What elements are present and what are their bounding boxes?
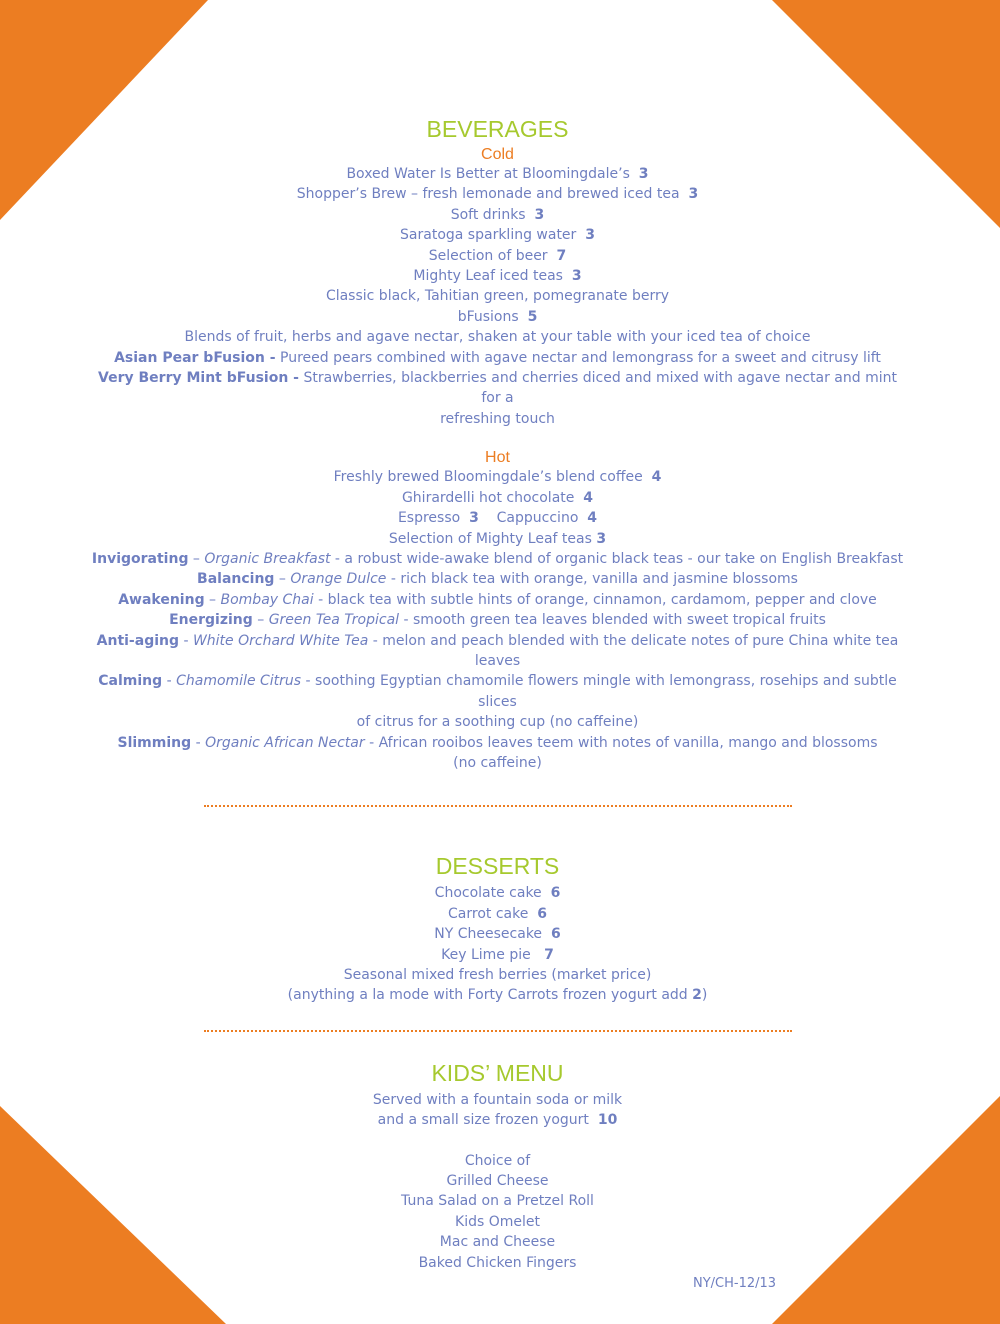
- berries-item: Seasonal mixed fresh berries (market price): [343, 967, 652, 983]
- kids-menu-line: Served with a fountain soda or milk: [372, 1091, 623, 1108]
- price: 3: [469, 510, 479, 527]
- menu-item: Espresso 3 Cappuccino 4: [397, 510, 598, 527]
- tea-item: Slimming - Organic African Nectar - African rooibos leaves teem with notes of vanilla, mango and blossoms (no caffeine): [117, 734, 878, 771]
- price: 3: [585, 227, 595, 244]
- kids-choice-label: Choice of: [464, 1152, 531, 1169]
- price: 3: [688, 186, 699, 203]
- menu-item: Chocolate cake 6: [434, 885, 561, 902]
- tea-item: Invigorating – Organic Breakfast - a robust wide-awake blend of organic black teas - our take on English Breakfast: [91, 550, 904, 567]
- price: 6: [550, 885, 561, 902]
- menu-item: Saratoga sparkling water 3: [400, 227, 595, 244]
- beverages-section: [90, 112, 905, 773]
- price: 6: [537, 905, 547, 922]
- price: 2: [692, 987, 702, 1004]
- price: 6: [550, 926, 561, 943]
- fusion-item: Very Berry Mint bFusion - Strawberries, blackberries and cherries diced and mixed with agave nectar and mint for a refreshing touch: [98, 370, 897, 427]
- cold-subtitle: Cold: [481, 146, 514, 163]
- hot-subtitle: Hot: [485, 449, 510, 467]
- menu-item: Ghirardelli hot chocolate 4: [401, 489, 594, 506]
- price: 3: [638, 166, 649, 182]
- price: 3: [571, 268, 582, 285]
- menu-item: bFusions 5: [457, 308, 538, 325]
- desserts-section: [90, 849, 905, 1005]
- a-la-mode-note: (anything a la mode with Forty Carrots frozen yogurt add 2): [287, 987, 708, 1004]
- tea-item: Anti-aging - White Orchard White Tea - melon and peach blended with the delicate notes of pure China white tea leaves: [96, 632, 899, 669]
- kids-item: Tuna Salad on a Pretzel Roll: [401, 1193, 594, 1210]
- price: 4: [651, 469, 662, 486]
- tea-item: Balancing – Orange Dulce - rich black tea with orange, vanilla and jasmine blossoms: [197, 571, 798, 588]
- kids-menu-line: and a small size frozen yogurt 10: [377, 1112, 618, 1129]
- menu-content: [90, 112, 905, 1273]
- tea-item: Energizing – Green Tea Tropical - smooth green tea leaves blended with sweet tropical fruits: [169, 612, 826, 629]
- menu-item: Shopper’s Brew – fresh lemonade and brewed iced tea 3: [296, 186, 699, 203]
- price: 7: [556, 247, 567, 264]
- beverages-title: BEVERAGES: [426, 116, 569, 142]
- price: 10: [597, 1112, 618, 1129]
- price: 3: [596, 530, 607, 547]
- tea-item: Awakening – Bombay Chai - black tea with subtle hints of orange, cinnamon, cardamom, pepper and clove: [118, 591, 877, 608]
- menu-item: Carrot cake 6: [448, 905, 547, 922]
- price: 3: [534, 206, 545, 223]
- menu-item: Soft drinks 3: [450, 206, 545, 223]
- price: 4: [587, 510, 598, 527]
- tea-item: Calming - Chamomile Citrus - soothing Egyptian chamomile flowers mingle with lemongrass, rosehips and subtle slices of citrus for a soothing cup (no caffeine): [98, 673, 897, 731]
- price: 7: [544, 946, 554, 963]
- footer-code: NY/CH-12/13: [693, 1276, 777, 1291]
- menu-item: Boxed Water Is Better at Bloomingdale’s 3: [346, 166, 649, 182]
- menu-item: Selection of Mighty Leaf teas 3: [388, 530, 607, 547]
- bfusions-description: Blends of fruit, herbs and agave nectar, shaken at your table with your iced tea of choice: [184, 329, 811, 346]
- fusion-item: Asian Pear bFusion - Pureed pears combined with agave nectar and lemongrass for a sweet and citrusy lift: [114, 349, 881, 366]
- kids-item: Kids Omelet: [455, 1213, 540, 1230]
- menu-item: Freshly brewed Bloomingdale’s blend coffee 4: [333, 469, 662, 486]
- kids-menu-title: KIDS’ MENU: [431, 1059, 564, 1086]
- iced-tea-flavors: Classic black, Tahitian green, pomegranate berry: [325, 288, 670, 305]
- menu-item: Selection of beer 7: [428, 247, 567, 264]
- menu-item: Key Lime pie 7: [441, 946, 554, 963]
- menu-item: Mighty Leaf iced teas 3: [413, 268, 582, 285]
- menu-item: NY Cheesecake 6: [434, 926, 561, 943]
- price: 4: [583, 489, 594, 506]
- desserts-title: DESSERTS: [435, 853, 560, 880]
- kids-item: Mac and Cheese: [439, 1234, 556, 1251]
- kids-item: Baked Chicken Fingers: [418, 1254, 577, 1271]
- kids-item: Grilled Cheese: [446, 1173, 549, 1190]
- kids-menu-section: [90, 1056, 905, 1273]
- price: 5: [527, 308, 538, 325]
